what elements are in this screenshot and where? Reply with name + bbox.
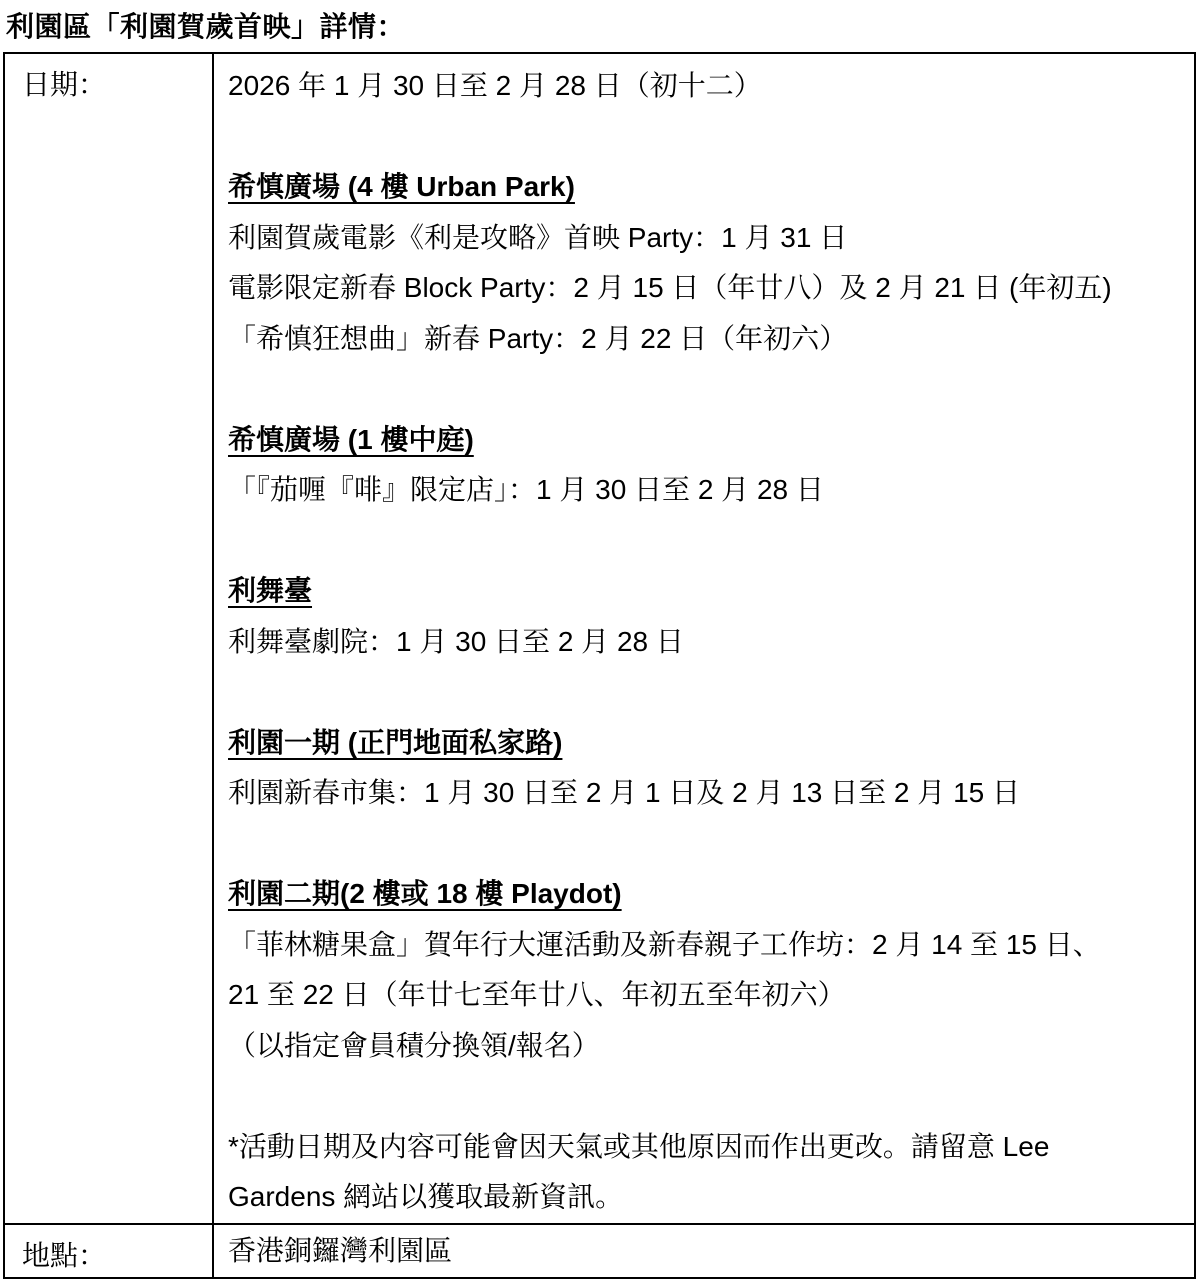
section-heading-row xyxy=(228,718,1180,769)
section-heading-row xyxy=(228,162,1180,213)
event-line: 「『茄喱『啡』限定店」：1 月 30 日至 2 月 28 日 xyxy=(228,474,824,505)
section-hysan-place-urban-park xyxy=(228,162,1180,364)
section-heading: 希慎廣場 (1 樓中庭) xyxy=(228,423,474,455)
event-line: （以指定會員積分換領/報名） xyxy=(228,1029,600,1061)
event-line: 利舞臺劇院：1 月 30 日至 2 月 28 日 xyxy=(228,625,684,657)
event-line: 電影限定新春 Block Party：2 月 15 日（年廿八）及 2 月 21 日 (年初五) xyxy=(228,272,1112,303)
section-heading-row xyxy=(228,869,1180,920)
document-title: 利園區「利園賀歲首映」詳情： xyxy=(6,11,406,42)
event-line: 利園賀歲電影《利是攻略》首映 Party：1 月 31 日 xyxy=(228,221,848,253)
date-row xyxy=(4,53,1195,1224)
section-heading: 希慎廣場 (4 樓 Urban Park) xyxy=(228,171,575,202)
event-line: 「菲林糖果盒」賀年行大運活動及新春親子工作坊：2 月 14 至 15 日、 xyxy=(228,928,1101,960)
overall-date-range: 2026 年 1 月 30 日至 2 月 28 日（初十二） xyxy=(228,70,762,101)
section-heading-row xyxy=(228,566,1180,617)
details-table xyxy=(3,52,1196,1279)
section-lee-garden-two xyxy=(228,869,1180,1071)
section-heading: 利園一期 (正門地面私家路) xyxy=(228,726,563,758)
event-line: 利園新春市集：1 月 30 日至 2 月 1 日及 2 月 13 日至 2 月 15 日 xyxy=(228,777,1020,808)
section-lee-theatre xyxy=(228,566,1180,667)
section-hysan-place-atrium xyxy=(228,415,1180,516)
location-row xyxy=(4,1224,1195,1278)
date-row-content xyxy=(213,53,1195,1224)
footnote xyxy=(228,1122,1180,1223)
section-lee-garden-one xyxy=(228,718,1180,819)
event-line: 21 至 22 日（年廿七至年廿八、年初五至年初六） xyxy=(228,979,846,1010)
date-row-label: 日期： xyxy=(4,53,213,1224)
location-row-value: 香港銅鑼灣利園區 xyxy=(213,1224,1195,1278)
event-line: 「希慎狂想曲」新春 Party：2 月 22 日（年初六） xyxy=(228,322,848,354)
section-heading: 利舞臺 xyxy=(228,575,313,606)
section-heading-row xyxy=(228,415,1180,466)
location-row-label: 地點： xyxy=(4,1224,213,1278)
footnote-line: Gardens 網站以獲取最新資訊。 xyxy=(228,1181,624,1212)
section-heading: 利園二期(2 樓或 18 樓 Playdot) xyxy=(228,878,622,909)
footnote-line: *活動日期及内容可能會因天氣或其他原因而作出更改。請留意 Lee xyxy=(228,1130,1050,1162)
